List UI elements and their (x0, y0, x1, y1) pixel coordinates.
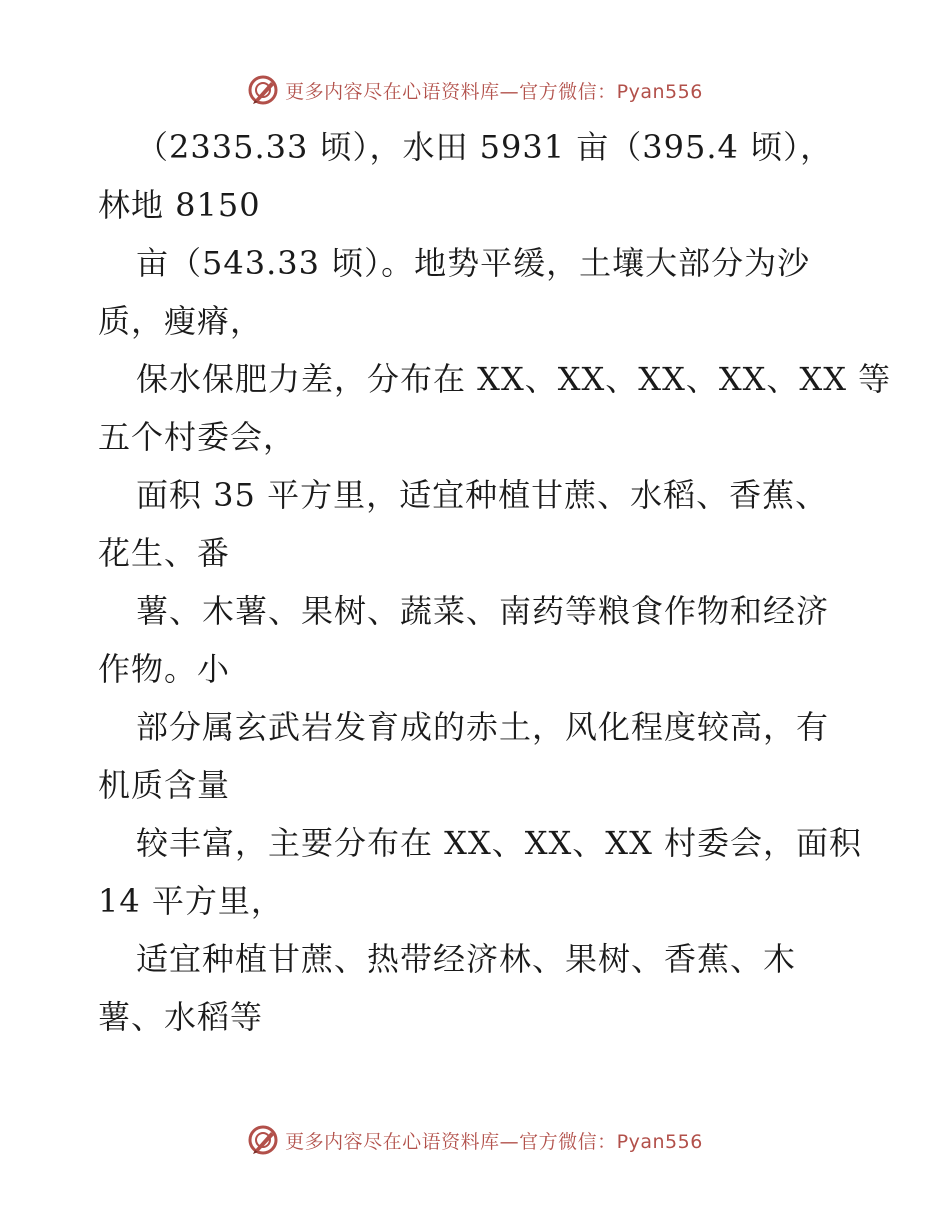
text-line: 五个村委会， (98, 418, 297, 456)
text-line: 作物。小 (98, 650, 231, 688)
text-line: 亩（543.33 顷）。地势平缓，土壤大部分为沙 (136, 244, 811, 282)
document-body (98, 118, 892, 1046)
text-line: 林地 8150 (98, 186, 261, 224)
text-line: 薯、木薯、果树、蔬菜、南药等粮食作物和经济 (136, 592, 830, 630)
text-line: 14 平方里， (98, 882, 284, 920)
pen-logo-icon (247, 1124, 279, 1156)
header-watermark-banner (0, 70, 950, 110)
text-line: 适宜种植甘蔗、热带经济林、果树、香蕉、木 (136, 940, 797, 978)
paragraph (98, 118, 858, 234)
text-line: 保水保肥力差，分布在 XX、XX、XX、XX、XX 等 (136, 360, 892, 398)
text-line: 面积 35 平方里，适宜种植甘蔗、水稻、香蕉、 (136, 476, 829, 514)
pen-logo-icon (247, 74, 279, 106)
paragraph (98, 582, 858, 698)
paragraph (98, 814, 863, 930)
footer-watermark-text: 更多内容尽在心语资料库—官方微信：Pyan556 (285, 1130, 703, 1153)
text-line: （2335.33 顷），水田 5931 亩（395.4 顷）， (136, 128, 834, 166)
footer-watermark-banner (0, 1120, 950, 1160)
text-line: 薯、水稻等 (98, 998, 264, 1036)
text-line: 质，瘦瘠， (98, 302, 264, 340)
paragraph (98, 234, 858, 350)
paragraph (98, 698, 858, 814)
text-line: 较丰富，主要分布在 XX、XX、XX 村委会，面积 (136, 824, 863, 862)
text-line: 部分属玄武岩发育成的赤土，风化程度较高，有 (136, 708, 830, 746)
text-line: 花生、番 (98, 534, 231, 572)
paragraph (98, 930, 858, 1046)
header-watermark-text: 更多内容尽在心语资料库—官方微信：Pyan556 (285, 80, 703, 103)
text-line: 机质含量 (98, 766, 231, 804)
paragraph (98, 350, 892, 466)
paragraph (98, 466, 858, 582)
